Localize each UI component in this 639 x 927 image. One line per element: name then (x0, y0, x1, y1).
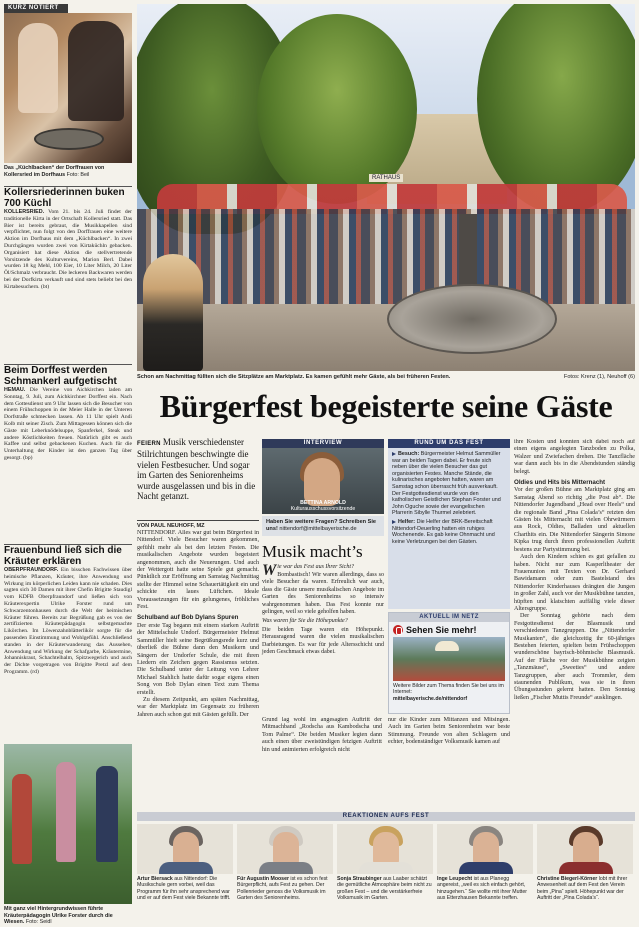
reaction-item (337, 824, 433, 902)
article-kollersried (4, 186, 132, 291)
interview-question: Was waren für Sie die Höhepunkte? (262, 618, 348, 625)
photo-ground (137, 304, 635, 371)
reaction-item (537, 824, 633, 902)
body-paragraph: Vor der großen Bühne am Marktplatz ging am Samstag Abend so richtig „die Post ab“. Die Nittendorfer Jugendband „Head over Heels“ und die regionale Band „Pina Colada’s“ reizten den Gästen bis Mitternacht mit vielen Ohrwürmern aus Rock, Oldies, Balladen und aktuellen Charthits ein. Die Nittendorfer Sängerin Simone Kipka trug durch ihren professionellen Auftritt bestens zur Partystimmung bei. (514, 487, 635, 553)
reaction-portrait (237, 824, 333, 874)
photo-figure (12, 774, 32, 864)
article-column-2 (262, 717, 382, 809)
main-headline: Bürgerfest begeisterte seine Gäste (159, 388, 613, 424)
caption-text: Schon am Nachmittag füllten sich die Sitzplätze am Marktplatz. Es kamen gefühlt mehr Gäste, als bei früheren Festen. (137, 374, 451, 380)
photo-caption (4, 906, 132, 924)
portrait-shirt (259, 862, 313, 874)
dateline: KOLLERSRIED. (4, 209, 45, 215)
netz-title-text: Sehen Sie mehr! (406, 625, 477, 635)
byline: VON PAUL NEUHOFF, MZ (137, 520, 259, 529)
item-label: Besuch: (398, 451, 420, 457)
reaction-item (237, 824, 333, 902)
netz-photo (393, 637, 505, 681)
aktuell-im-netz-box (388, 612, 510, 714)
interview-answer: Bombastisch! Wir waren allerdings, dass so viele Besucher da waren. Erfreulich war auch, dass die Gäste unsere musikalischen Angebote im Garten des Seniorenheims so intensiv wahrgenommen haben. Das Fest konnte nur gelingen, weil so viele geholfen haben. (262, 572, 384, 616)
article-body (4, 387, 132, 462)
author-sign: (rd) (30, 668, 39, 675)
interview-question (262, 561, 384, 579)
portrait-face (304, 458, 340, 506)
reaction-portrait (437, 824, 533, 874)
interview-answer: Die beiden Tage waren ein Höhepunkt. Herausragend waren die vielen musikalischen Darbietungen. Es war für jede Altersschicht und jeden Geschmack etwas dabei. (262, 626, 384, 656)
photo-figure (96, 766, 118, 862)
photo-figure (18, 23, 58, 113)
article-headline: Kollersriederinnen buken 700 Küchl (4, 187, 125, 209)
reaktionen-row (137, 824, 635, 902)
person-name: Artur Biersack (137, 876, 173, 882)
photo-caption (4, 165, 132, 178)
info-item (392, 451, 506, 517)
dropcap: W (262, 561, 277, 579)
caption-text: Das „Küchlbacken“ der Dorffrauen von Kollersried im Dorfhaus (4, 165, 105, 178)
netz-description: Weitere Bilder zum Thema finden Sie bei uns im Internet: (393, 683, 504, 696)
article-headline: Frauenbund ließ sich die Kräuter erklären (4, 545, 122, 567)
article-column-1 (137, 530, 259, 810)
body-text: Vom 21. bis 24. Juli findet der traditionelle Kirta in der Ortschaft Kollersried statt. Das Bier ist bereits gebraut, die Musikkapellen sind verpflichtet, nun folgt von den Dorffrauen eine weitere Aktion im Dorfhaus mit dem „Küchlbacken“. In zwei Durchgängen wurden zwei von Kirtaküchln gebacken. Organisiert hat diese Aktion die stellvertretende Vorsitzende des Kulturvereins, Marion Berl. Dabei wurden 18 kg Mehl, 100 Eier, 10 Liter Milch, 20 Liter Öl/Schmalz verbraucht. Die leckeren Backwaren werden bei der Dorfkirta verkauft und sind stets beliebt bei den Kirtabesuchern. (4, 209, 132, 290)
body-paragraph: nur die Kinder zum Mittanzen und Mitsingen. Auch im Garten beim Seniorenheim war beste Stimmung. Freunde von alten Schlagern und echter, bodenständiger Volksmusik kamen auf (388, 717, 510, 746)
info-item (392, 519, 506, 545)
main-photo-caption (137, 374, 635, 380)
reaction-portrait (137, 824, 233, 874)
reaktionen-box (137, 812, 635, 923)
interview-title: Musik macht’s (262, 541, 363, 561)
reaction-text (537, 876, 633, 902)
quote-text: aus Laaber schätzt die gemütliche Atmosphäre beim nicht zu großen Fest – und die verstärkerfreie Volksmusik im Garten. (337, 876, 432, 902)
reaction-text (437, 876, 533, 902)
mouse-icon (393, 625, 403, 635)
reader-question-box (262, 516, 384, 536)
interview-portrait (262, 448, 384, 514)
body-paragraph: ihre Kosten und konnten sich dabei noch auf einen eigens angelegten Tanzboden zu Polka, Walzer und Zwiefachen drehen. Die Tanzfläche war dann auch bis in die Abendstunden ständig belegt. (514, 439, 635, 475)
portrait-shirt (159, 862, 213, 874)
dateline: HEMAU. (4, 387, 26, 393)
subheading: Schulband auf Bob Dylans Spuren (137, 614, 239, 622)
author-sign: (bt) (40, 283, 50, 290)
quote-text: ist aus Planegg angereist, „weil es sich einfach gehört, hinzugehen.“ Sie wollte mit ihrer Mutter aus Etterzhausen Bekannte treffen. (437, 876, 527, 902)
dateline: OBERPFRAUNDORF. (4, 567, 59, 573)
box-label: RUND UM DAS FEST (388, 439, 510, 448)
reaction-portrait (337, 824, 433, 874)
arrow-icon (392, 452, 396, 456)
item-text: Bürgermeister Helmut Sammüller war an beiden Tagen dabei. Er freute sich neben über die vielen Besucher das gut organisierten Festes. Manche Stände, die kulinarisches angeboten hatten, waren am Samstag schon überrascht früh ausverkauft. Der Festgottesdienst wurde von den katholischen Geistlichen Stephan Forster und John Oguche sowie der evangelischen Pfarrerin Sibylle Thurmel zelebriert. (392, 451, 501, 517)
article-body (4, 567, 132, 676)
caption-text: Mit ganz viel Hintergrundwissen führte Kräuterpädagogin Ulrike Forster durch die Wiesen. (4, 906, 113, 924)
kicker: FEIERN (137, 441, 161, 447)
reaction-item (137, 824, 233, 902)
article-dorffest (4, 364, 132, 462)
person-role: Kulturausschussvorsitzende (290, 506, 356, 512)
rathaus-sign: RATHAUS (369, 174, 403, 182)
reaction-portrait (537, 824, 633, 874)
portrait-caption (262, 500, 384, 512)
article-headline: Beim Dorffest werden Schmankerl aufgetischt (4, 365, 117, 387)
netz-text (389, 681, 509, 704)
person-name: Für Augustin Mooser (237, 876, 289, 882)
body-paragraph: Zu diesem Zeitpunkt, am späten Nachmittag, war der Marktplatz im Gegensatz zu früheren Jahren auch schon gut mit Gästen gefüllt. Der (137, 696, 259, 718)
photo-fountain (387, 284, 557, 354)
box-label: INTERVIEW (262, 439, 384, 448)
article-frauenbund (4, 544, 132, 676)
email-link[interactable]: nittendorf@mittelbayerische.de (279, 525, 357, 532)
person-name: BETTINA ARNOLD (300, 500, 346, 506)
item-label: Helfer: (398, 518, 416, 525)
question-prompt: Haben Sie weitere Fragen? Schreiben Sie uns! (266, 519, 377, 532)
person-name: Christine Biegerl-Körner (537, 876, 598, 882)
reaction-text (137, 876, 233, 902)
reaction-text (337, 876, 433, 902)
photo-figure (68, 21, 124, 121)
portrait-shirt (559, 862, 613, 874)
reaction-item (437, 824, 533, 902)
lead-text: Musik verschiedenster Stilrichtungen beschwingte die vielen Festbesucher. Und sogar im Garten des Seniorenheims wurde ausgelassen und bis in die Nacht getanzt. (137, 437, 256, 502)
herbs-photo (4, 744, 132, 904)
box-body (388, 448, 510, 609)
photo-figure (143, 254, 203, 371)
article-column-4 (514, 439, 635, 809)
photo-credit: Foto: Beil (66, 171, 90, 178)
interview-box (262, 439, 384, 715)
website-link[interactable]: mittelbayerische.de/nittendorf (393, 695, 468, 702)
portrait-shirt (459, 862, 513, 874)
body-text: Ein bisschen Fachwissen über heimische Pflanzen, Kräuter, ihre Anwendung und Wirkung im körperlichen Leiden kann nie schaden. Dies sagten sich 30 Damen mit ihrer Chefin Brigitte Staudigl vom KDFB Oberpfraundorf und ließen sich von Kräuterexpertin Ulrike Forster rund um Schwarzentonhausen durch die Welt der heimischen Kräuter führen. Bereits zur Begrüßung gab es von der zertifizierten Kräuterpädagogin selbstgemachte Likörchen. Im Löwenzahnblätterlikör sorgte für die passenden Einstimmung und Wohlgefühl. Anschließend standen in der Kräuterwanderung das Aussehen, Anwendung und Wirkung der Schafgarbe, Kräutermine, Johanniskraut, Schachtelhalm, Spitzwegerich und auch der Dichte vorgetragen von Brigitte Pretzl auf dem Programm. (4, 567, 132, 675)
person-name: Inge Leupecht (437, 876, 473, 882)
box-label: REAKTIONEN AUFS FEST (137, 812, 635, 821)
arrow-icon (392, 520, 396, 524)
photo-credit: Foto: Seidl (25, 919, 52, 924)
left-column (4, 4, 132, 924)
photo-hat (435, 641, 459, 651)
photo-crowd (137, 209, 635, 309)
body-paragraph: Der Sonntag gehörte nach dem Festgottesdienst der Blasmusik und verschiedenen Tanzgruppen. Die „Nittendorfer Musikanten“, die gleichzeitig ihr 60-jähriges Bestehen feierten, spielten beim Frühschoppen wunderschöne bayrisch-böhmische Blasmusik. Auf der Fläche vor der Musikbühne zeigten „Tanzmäuse“, „Sweeties“ und andere Tanzgruppen, aber auch Trommler, dem staunenden Publikum, was sie in ihren Übungsstunden gelernt hatten. Den Sonntag ließen „Fischer Muttis Freunde“ ausklingen. (514, 613, 635, 701)
body-paragraph: Der erste Tag begann mit einem starken Auftritt der Mittelschule Undorf. Bürgermeister Helmut Sammüller hielt seine Begrüßungsrede kurz und überließ die Bühne dann den Musikern und Sängern der Undorfer Schule, die mit ihren Liedern ein Zeichen gegen Rassismus setzten. Die Schulband unter der Leitung von Lehrer Michael Stahlich hatte dafür sogar eigens einen Song von Bob Dylan einen Text zum Thema erstellt. (137, 622, 259, 696)
kuechl-photo (4, 13, 132, 163)
author-sign: (bp) (23, 454, 33, 461)
quote-text: ist es schon fest Bürgerpflicht, aufs Fest zu gehen. Der Pollenrieder genoss die Volksmusik im Garten des Seniorenheims. (237, 876, 328, 902)
photo-pan (34, 128, 104, 150)
question-text: ie war das Fest aus Ihrer Sicht? (277, 563, 355, 570)
main-photo-marktplatz (137, 4, 635, 371)
reaction-text (237, 876, 333, 902)
article-body (4, 209, 132, 291)
section-badge: KURZ NOTIERT (4, 4, 68, 13)
netz-title (389, 622, 509, 637)
rund-um-das-fest-box (388, 439, 510, 609)
article-column-3 (388, 717, 510, 809)
subheading: Oldies und Hits bis Mitternacht (514, 479, 606, 487)
body-paragraph: NITTENDORF. Alles war gut beim Bürgerfest in Nittendorf. Viele Besucher waren gekommen, gefühlt mehr als bei den letzten Festen. Die musikalischen Angebote wurden begeistert angenommen, auch die Neuerungen. Und auch der Wettergott hatte seine Spiele gut gemacht. Pünktlich zur Eröffnung am Samstag Nachmittag stellte der Himmel seine Schauertätigkeit ein und schickte ein laues Lüftchen. Ideale Voraussetzungen für ein gelungenes, fröhliches Fest. (137, 530, 259, 611)
body-paragraph: Grund lag wohl im angesagten Auftritt der Mitmachband „Rodscha aus Kambodscha und Tom Palme“. Die beiden Musiker legten dann auch einen über zweistündigen fetzigen Auftritt hin und animierten erfolgreich nicht (262, 717, 382, 753)
item-text: Die Helfer der BRK-Bereitschaft Nittendorf-Deuerling hatten ein ruhiges Wochenende. Es gab keine Ohnmacht und keine Verletzungen bei den Gästen. (392, 518, 495, 545)
article-lead (137, 437, 259, 501)
person-name: Sonja Straubinger (337, 876, 382, 882)
box-label: AKTUELL IM NETZ (389, 613, 509, 622)
quote-text: aus Nittendorf: Die Musikschule gern vorbei, weil das Programm für ihn sehr ansprechend war und er auf dem Fest viele Bekannte trifft. (137, 876, 231, 902)
body-text: Die Vereine von Aichkirchen laden am Sonntag, 9. Juli, zum Aichkirchner Dorffest ein. Nach dem Gottesdienst um 9 Uhr lassen sich die Besucher von einem Frühschoppen in der Meier Halle in der Unteren Dorfstraße schmecken lassen. Ab 11 Uhr spielt Andi Kolb mit seiner Zisch. Zum Mittagessen können sich die Gäste mit Leberknödelsuppe, Spanferkel, Steak und andere Köstlichkeiten freuen. Natürlich gibt es auch Kaffee und selbst gebackenen Kuchen. Auch für die Unterhaltung der Kinder ist den ganzen Tag über gesorgt. (4, 387, 132, 461)
photo-credit: Fotos: Krenz (1), Neuhoff (6) (563, 374, 635, 380)
body-paragraph: Auch den Kindern schien es gut gefallen zu haben. Nicht nur zum Kasperltheater der Frauenunion mit Texten von Dr. Gerhard Bawidamann oder zum Bastelstand des Nittendorfer Kinderhauses drängten die Jungen in großer Zahl, auch vor der Musikbühne tanzten, hüpften und klatschten auffällig viele dieser Altersgruppe. (514, 554, 635, 612)
portrait-shirt (359, 862, 413, 874)
quote-text: lobt mit ihrer Anwesenheit auf dem Fest den Verein beim „Pina“ spielt. Höhepunkt war der Auftritt der „Pina Colada’s“. (537, 876, 628, 902)
photo-figure (56, 762, 76, 862)
